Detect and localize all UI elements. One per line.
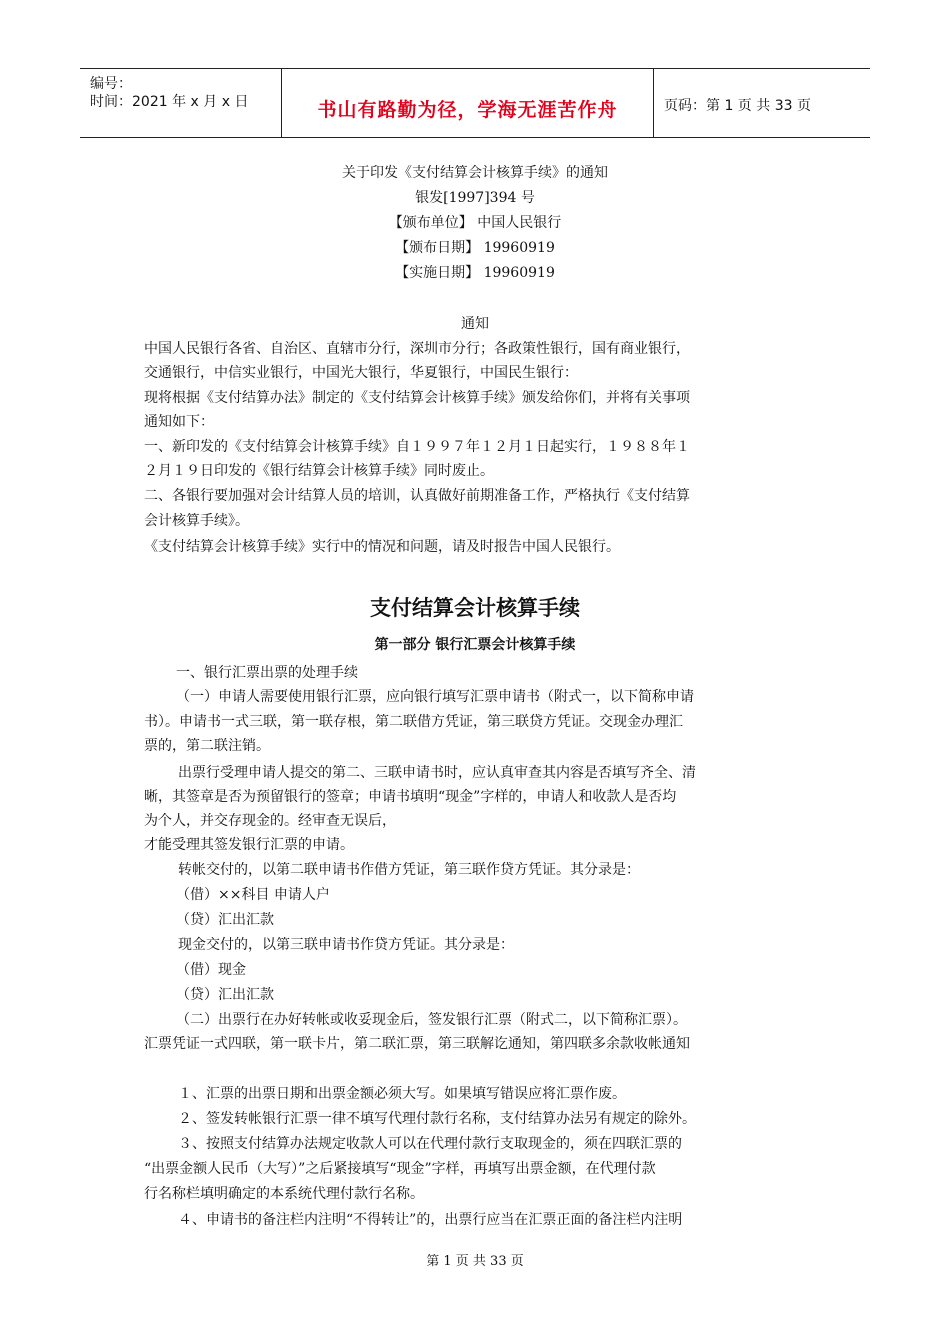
body-line: 汇票凭证一式四联，第一联卡片，第二联汇票，第三联解讫通知，第四联多余款收帐通知 bbox=[144, 1036, 690, 1052]
notice-title: 关于印发《支付结算会计核算手续》的通知 bbox=[342, 165, 608, 181]
body-line: （借）现金 bbox=[176, 962, 246, 978]
body-line: （贷）汇出汇款 bbox=[176, 912, 274, 928]
notice-issuer: 【颁布单位】 中国人民银行 bbox=[388, 215, 562, 231]
document-date-label: 时间：2021 年 x 月 x 日 bbox=[90, 94, 249, 110]
notice-line: 中国人民银行各省、自治区、直辖市分行，深圳市分行；各政策性银行，国有商业银行， bbox=[144, 341, 690, 357]
header-motto: 书山有路勤为径，学海无涯苦作舟 bbox=[317, 99, 618, 121]
body-line: ２、签发转帐银行汇票一律不填写代理付款行名称，支付结算办法另有规定的除外。 bbox=[178, 1111, 696, 1127]
page-footer: 第 1 页 共 33 页 bbox=[426, 1254, 524, 1269]
notice-issue-date: 【颁布日期】 19960919 bbox=[395, 240, 555, 256]
header-motto-cell bbox=[282, 69, 654, 137]
notice-line: 《支付结算会计核算手续》实行中的情况和问题，请及时报告中国人民银行。 bbox=[144, 539, 620, 555]
notice-line: 会计核算手续》。 bbox=[144, 513, 249, 529]
body-line: 一、银行汇票出票的处理手续 bbox=[176, 665, 358, 681]
body-line: 票的，第二联注销。 bbox=[144, 738, 270, 754]
header-page-number: 页码：第 1 页 共 33 页 bbox=[664, 98, 811, 114]
body-line: 现金交付的，以第三联申请书作贷方凭证。其分录是： bbox=[178, 937, 514, 953]
notice-line: 现将根据《支付结算办法》制定的《支付结算会计核算手续》颁发给你们，并将有关事项 bbox=[144, 390, 690, 406]
notice-line: 二、各银行要加强对会计结算人员的培训，认真做好前期准备工作，严格执行《支付结算 bbox=[144, 488, 690, 504]
body-line: （二）出票行在办好转帐或收妥现金后，签发银行汇票（附式二，以下简称汇票）。 bbox=[176, 1012, 687, 1028]
notice-line: ２月１９日印发的《银行结算会计核算手续》同时废止。 bbox=[144, 463, 494, 479]
notice-heading: 通知 bbox=[461, 316, 489, 332]
body-line: （贷）汇出汇款 bbox=[176, 987, 274, 1003]
body-line: 出票行受理申请人提交的第二、三联申请书时，应认真审查其内容是否填写齐全、清 bbox=[178, 765, 696, 781]
body-line: １、汇票的出票日期和出票金额必须大写。如果填写错误应将汇票作废。 bbox=[178, 1086, 626, 1102]
header-meta-cell bbox=[80, 69, 282, 137]
body-line: （借）××科目 申请人户 bbox=[176, 887, 330, 903]
body-line: ４、申请书的备注栏内注明“不得转让”的，出票行应当在汇票正面的备注栏内注明 bbox=[178, 1212, 683, 1228]
notice-line: 一、新印发的《支付结算会计核算手续》自１９９７年１２月１日起实行，１９８８年１ bbox=[144, 439, 690, 455]
body-line: “出票金额人民币（大写）”之后紧接填写“现金”字样，再填写出票金额，在代理付款 bbox=[144, 1161, 656, 1177]
body-line: （一）申请人需要使用银行汇票，应向银行填写汇票申请书（附式一，以下简称申请 bbox=[176, 689, 694, 705]
document-title: 支付结算会计核算手续 bbox=[370, 596, 580, 620]
body-line: 行名称栏填明确定的本系统代理付款行名称。 bbox=[144, 1186, 424, 1202]
header-page-cell bbox=[654, 69, 870, 137]
part-title: 第一部分 银行汇票会计核算手续 bbox=[374, 637, 576, 653]
notice-doc-number: 银发[1997]394 号 bbox=[415, 190, 535, 206]
page-header bbox=[80, 68, 870, 138]
body-line: 才能受理其签发银行汇票的申请。 bbox=[144, 837, 354, 853]
body-line: 书）。申请书一式三联，第一联存根，第二联借方凭证，第三联贷方凭证。交现金办理汇 bbox=[144, 714, 683, 730]
notice-effective-date: 【实施日期】 19960919 bbox=[395, 265, 555, 281]
body-line: 转帐交付的，以第二联申请书作借方凭证，第三联作贷方凭证。其分录是： bbox=[178, 862, 640, 878]
document-number-label: 编号： bbox=[90, 76, 132, 92]
notice-line: 交通银行，中信实业银行，中国光大银行，华夏银行，中国民生银行： bbox=[144, 365, 578, 381]
body-line: ３、按照支付结算办法规定收款人可以在代理付款行支取现金的，须在四联汇票的 bbox=[178, 1136, 682, 1152]
notice-line: 通知如下： bbox=[144, 414, 214, 430]
body-line: 为个人，并交存现金的。经审查无误后， bbox=[144, 813, 396, 829]
body-line: 晰，其签章是否为预留银行的签章；申请书填明“现金”字样的，申请人和收款人是否均 bbox=[144, 789, 677, 805]
